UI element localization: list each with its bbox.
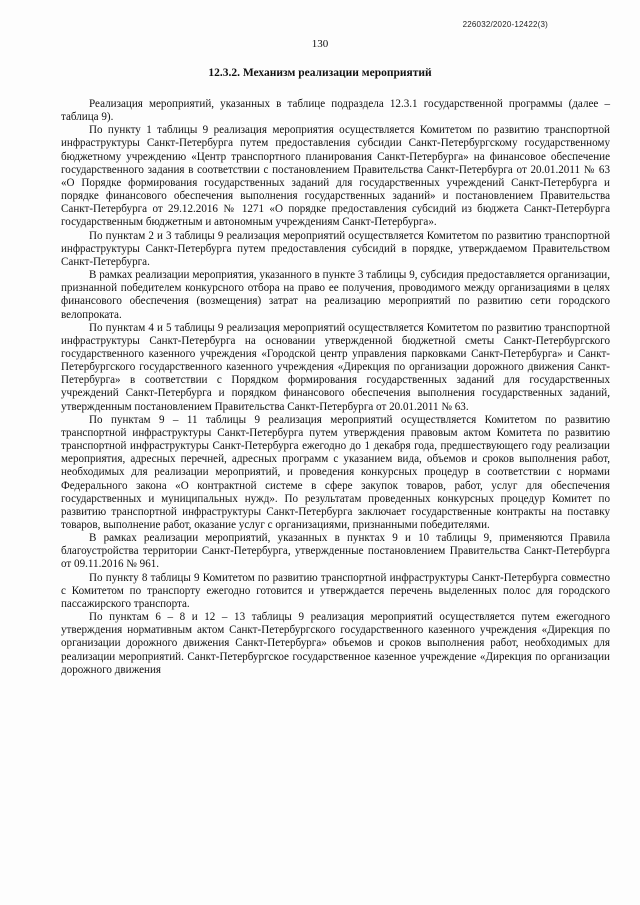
paragraph-3: По пунктам 2 и 3 таблицы 9 реализация мероприятий осуществляется Комитетом по развитию транспортной инфраструктуры Санкт-Петербурга путем предоставления субсидий в порядке, утверждаемом Правительством Санкт-Петербурга.: [61, 229, 610, 268]
paragraph-6: По пунктам 9 – 11 таблицы 9 реализация мероприятий осуществляется Комитетом по развитию транспортной инфраструктуры Санкт-Петербурга путем утверждения правовым актом Комитета по развитию транспортной инфраструктуры Санкт-Петербурга ежегодно до 1 декабря года, предшествующего году реализации мероприятия, адресных перечней, адресных программ с указанием вида, объемов и сроков выполнения работ, необходимых для реализации мероприятий, и проведения конкурсных процедур в соответствии с нормами Федерального закона «О контрактной системе в сфере закупок товаров, работ, услуг для обеспечения государственных и муниципальных нужд». По результатам проведенных конкурсных процедур Комитет по развитию транспортной инфраструктуры Санкт-Петербурга заключает государственные контракты на поставку товаров, выполнение работ, оказание услуг с организациями, признанными победителями.: [61, 413, 610, 531]
paragraph-1: Реализация мероприятий, указанных в таблице подраздела 12.3.1 государственной программы (далее – таблица 9).: [61, 98, 610, 124]
paragraph-7: В рамках реализации мероприятий, указанных в пунктах 9 и 10 таблицы 9, применяются Правила благоустройства территории Санкт-Петербурга, утвержденные постановлением Правительства Санкт-Петербурга от 09.11.2016 № 961.: [61, 532, 610, 571]
paragraph-8: По пункту 8 таблицы 9 Комитетом по развитию транспортной инфраструктуры Санкт-Петербурга совместно с Комитетом по транспорту ежегодно готовится и утверждается перечень выделенных полос для городского пассажирского транспорта.: [61, 571, 610, 610]
paragraph-4: В рамках реализации мероприятия, указанного в пункте 3 таблицы 9, субсидия предоставляется организации, признанной победителем конкурсного отбора на право ее получения, проводимого между организациями в целях финансового обеспечения (возмещения) затрат на реализацию мероприятий по развитию сети городского велопроката.: [61, 269, 610, 321]
paragraph-2: По пункту 1 таблицы 9 реализация мероприятия осуществляется Комитетом по развитию транспортной инфраструктуры Санкт-Петербурга путем предоставления субсидии Санкт-Петербургскому государственному бюджетному учреждению «Центр транспортного планирования Санкт-Петербурга» на финансовое обеспечение государственного задания в соответствии с постановлением Правительства Санкт-Петербурга от 20.01.2011 № 63 «О Порядке формирования государственных заданий для государственных учреждений Санкт-Петербурга и порядке финансового обеспечения выполнения государственных заданий» и постановлением Правительства Санкт-Петербурга от 29.12.2016 № 1271 «О порядке предоставления субсидий из бюджета Санкт-Петербурга государственным бюджетным и автономным учреждениям Санкт-Петербурга».: [61, 124, 610, 229]
paragraph-5: По пунктам 4 и 5 таблицы 9 реализация мероприятий осуществляется Комитетом по развитию транспортной инфраструктуры Санкт-Петербурга на основании утвержденной бюджетной сметы Санкт-Петербургского государственного казенного учреждения «Городской центр управления парковками Санкт-Петербурга» и Санкт-Петербургского государственного казенного учреждения «Дирекция по организации дорожного движения Санкт-Петербурга» в соответствии с Порядком формирования государственных заданий для государственных учреждений Санкт-Петербурга и порядком финансового обеспечения выполнения государственных заданий, утвержденным постановлением Правительства Санкт-Петербурга от 20.01.2011 № 63.: [61, 321, 610, 413]
page-number: 130: [311, 38, 329, 50]
section-title: 12.3.2. Механизм реализации мероприятий: [208, 67, 432, 79]
document-id: 226032/2020-12422(3): [462, 20, 548, 29]
paragraph-9: По пунктам 6 – 8 и 12 – 13 таблицы 9 реализация мероприятий осуществляется путем ежегодного утверждения нормативным актом Санкт-Петербургского государственного казенного учреждения «Дирекция по организации дорожного движения Санкт-Петербурга» объемов и сроков выполнения работ, необходимых для реализации мероприятий. Санкт-Петербургское государственное казенное учреждение «Дирекция по организации дорожного движения: [61, 611, 610, 676]
document-body: [61, 98, 610, 677]
